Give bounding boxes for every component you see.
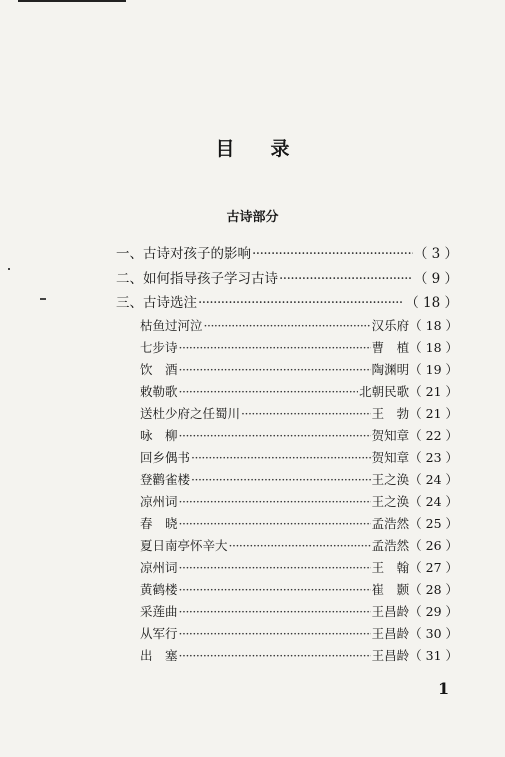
poem-title: 凉州词 (140, 494, 178, 509)
toc-subentry (140, 448, 458, 468)
leader-dots (252, 244, 413, 264)
poem-page: （ 31 ） (409, 648, 458, 663)
leader-dots (179, 558, 371, 578)
poem-page: （ 23 ） (409, 450, 458, 465)
poem-page: （ 26 ） (409, 538, 458, 553)
leader-dots (179, 338, 371, 358)
toc-entry-label: 二、如何指导孩子学习古诗 (116, 271, 278, 287)
toc-subentry (140, 338, 458, 358)
poem-page: （ 29 ） (409, 604, 458, 619)
toc-entry (116, 244, 458, 264)
poem-page: （ 24 ） (409, 472, 458, 487)
poem-title: 七步诗 (140, 340, 178, 355)
toc-subentry (140, 382, 458, 402)
toc-subentry (140, 602, 458, 622)
poem-page: （ 28 ） (409, 582, 458, 597)
poem-page: （ 24 ） (409, 494, 458, 509)
leader-dots (179, 602, 371, 622)
poem-author: 王 勃 (371, 406, 410, 421)
poem-author: 王之涣 (371, 472, 410, 487)
poem-page: （ 19 ） (409, 362, 458, 377)
poem-author: 孟浩然 (371, 538, 410, 553)
toc-subentry (140, 536, 458, 556)
poem-title: 饮 酒 (140, 362, 178, 377)
leader-dots (179, 624, 371, 644)
leader-dots (191, 470, 371, 490)
poem-author: 王昌龄 (371, 648, 410, 663)
toc-entry-page: （ 18 ） (405, 295, 458, 311)
toc-entry-label: 三、古诗选注 (116, 295, 197, 311)
poem-author: 曹 植 (371, 340, 410, 355)
poem-author: 北朝民歌 (359, 384, 410, 399)
poem-title: 凉州词 (140, 560, 178, 575)
toc-subentry (140, 514, 458, 534)
poem-title: 出 塞 (140, 648, 178, 663)
leader-dots (179, 646, 371, 666)
toc-entry (116, 293, 458, 313)
toc-subentry (140, 492, 458, 512)
leader-dots (179, 382, 359, 402)
leader-dots (191, 448, 371, 468)
poem-author: 陶渊明 (371, 362, 410, 377)
toc-subentry (140, 624, 458, 644)
poem-title: 采莲曲 (140, 604, 178, 619)
toc-entry (116, 269, 458, 289)
poem-page: （ 18 ） (409, 318, 458, 333)
toc-subentry (140, 316, 458, 336)
poem-page: （ 18 ） (409, 340, 458, 355)
section-title: 古诗部分 (226, 210, 279, 225)
leader-dots (179, 360, 371, 380)
poem-author: 王 翰 (371, 560, 410, 575)
poem-author: 崔 颢 (371, 582, 410, 597)
toc-subentry (140, 360, 458, 380)
poem-title: 送杜少府之任蜀川 (140, 406, 241, 421)
poem-page: （ 21 ） (409, 384, 458, 399)
poem-page: （ 25 ） (409, 516, 458, 531)
poem-author: 汉乐府 (371, 318, 410, 333)
page-title-char-1: 目 (215, 138, 235, 160)
toc-entry-page: （ 9 ） (413, 271, 458, 287)
poem-title: 黄鹤楼 (140, 582, 178, 597)
leader-dots (179, 580, 371, 600)
poem-author: 王之涣 (371, 494, 410, 509)
poem-page: （ 30 ） (409, 626, 458, 641)
page-title (0, 134, 505, 161)
poem-title: 枯鱼过河泣 (140, 318, 203, 333)
poem-author: 王昌龄 (371, 604, 410, 619)
poem-title: 回乡偶书 (140, 450, 191, 465)
leader-dots (198, 293, 404, 313)
poem-title: 咏 柳 (140, 428, 178, 443)
poem-title: 从军行 (140, 626, 178, 641)
poem-title: 春 晓 (140, 516, 178, 531)
poem-author: 贺知章 (371, 450, 410, 465)
poem-title: 夏日南亭怀辛大 (140, 538, 228, 553)
page-number: 1 (438, 679, 450, 698)
leader-dots (241, 404, 371, 424)
scan-speck (8, 268, 10, 270)
toc-subentry (140, 580, 458, 600)
toc-subentry (140, 404, 458, 424)
poem-title: 登鹳雀楼 (140, 472, 191, 487)
leader-dots (229, 536, 371, 556)
poem-page: （ 21 ） (409, 406, 458, 421)
toc-subentry (140, 426, 458, 446)
leader-dots (179, 426, 371, 446)
page-title-char-2: 录 (270, 138, 290, 160)
leader-dots (204, 316, 371, 336)
poem-author: 王昌龄 (371, 626, 410, 641)
toc-entry-page: （ 3 ） (413, 246, 458, 262)
poem-page: （ 27 ） (409, 560, 458, 575)
leader-dots (179, 514, 371, 534)
leader-dots (179, 492, 371, 512)
toc-entry-label: 一、古诗对孩子的影响 (116, 246, 251, 262)
toc-subentry (140, 558, 458, 578)
scan-speck (40, 298, 46, 300)
poem-author: 孟浩然 (371, 516, 410, 531)
poem-page: （ 22 ） (409, 428, 458, 443)
poem-title: 敕勒歌 (140, 384, 178, 399)
toc-subentry (140, 646, 458, 666)
poem-author: 贺知章 (371, 428, 410, 443)
toc-subentry (140, 470, 458, 490)
top-rule (18, 0, 126, 2)
leader-dots (279, 269, 413, 289)
